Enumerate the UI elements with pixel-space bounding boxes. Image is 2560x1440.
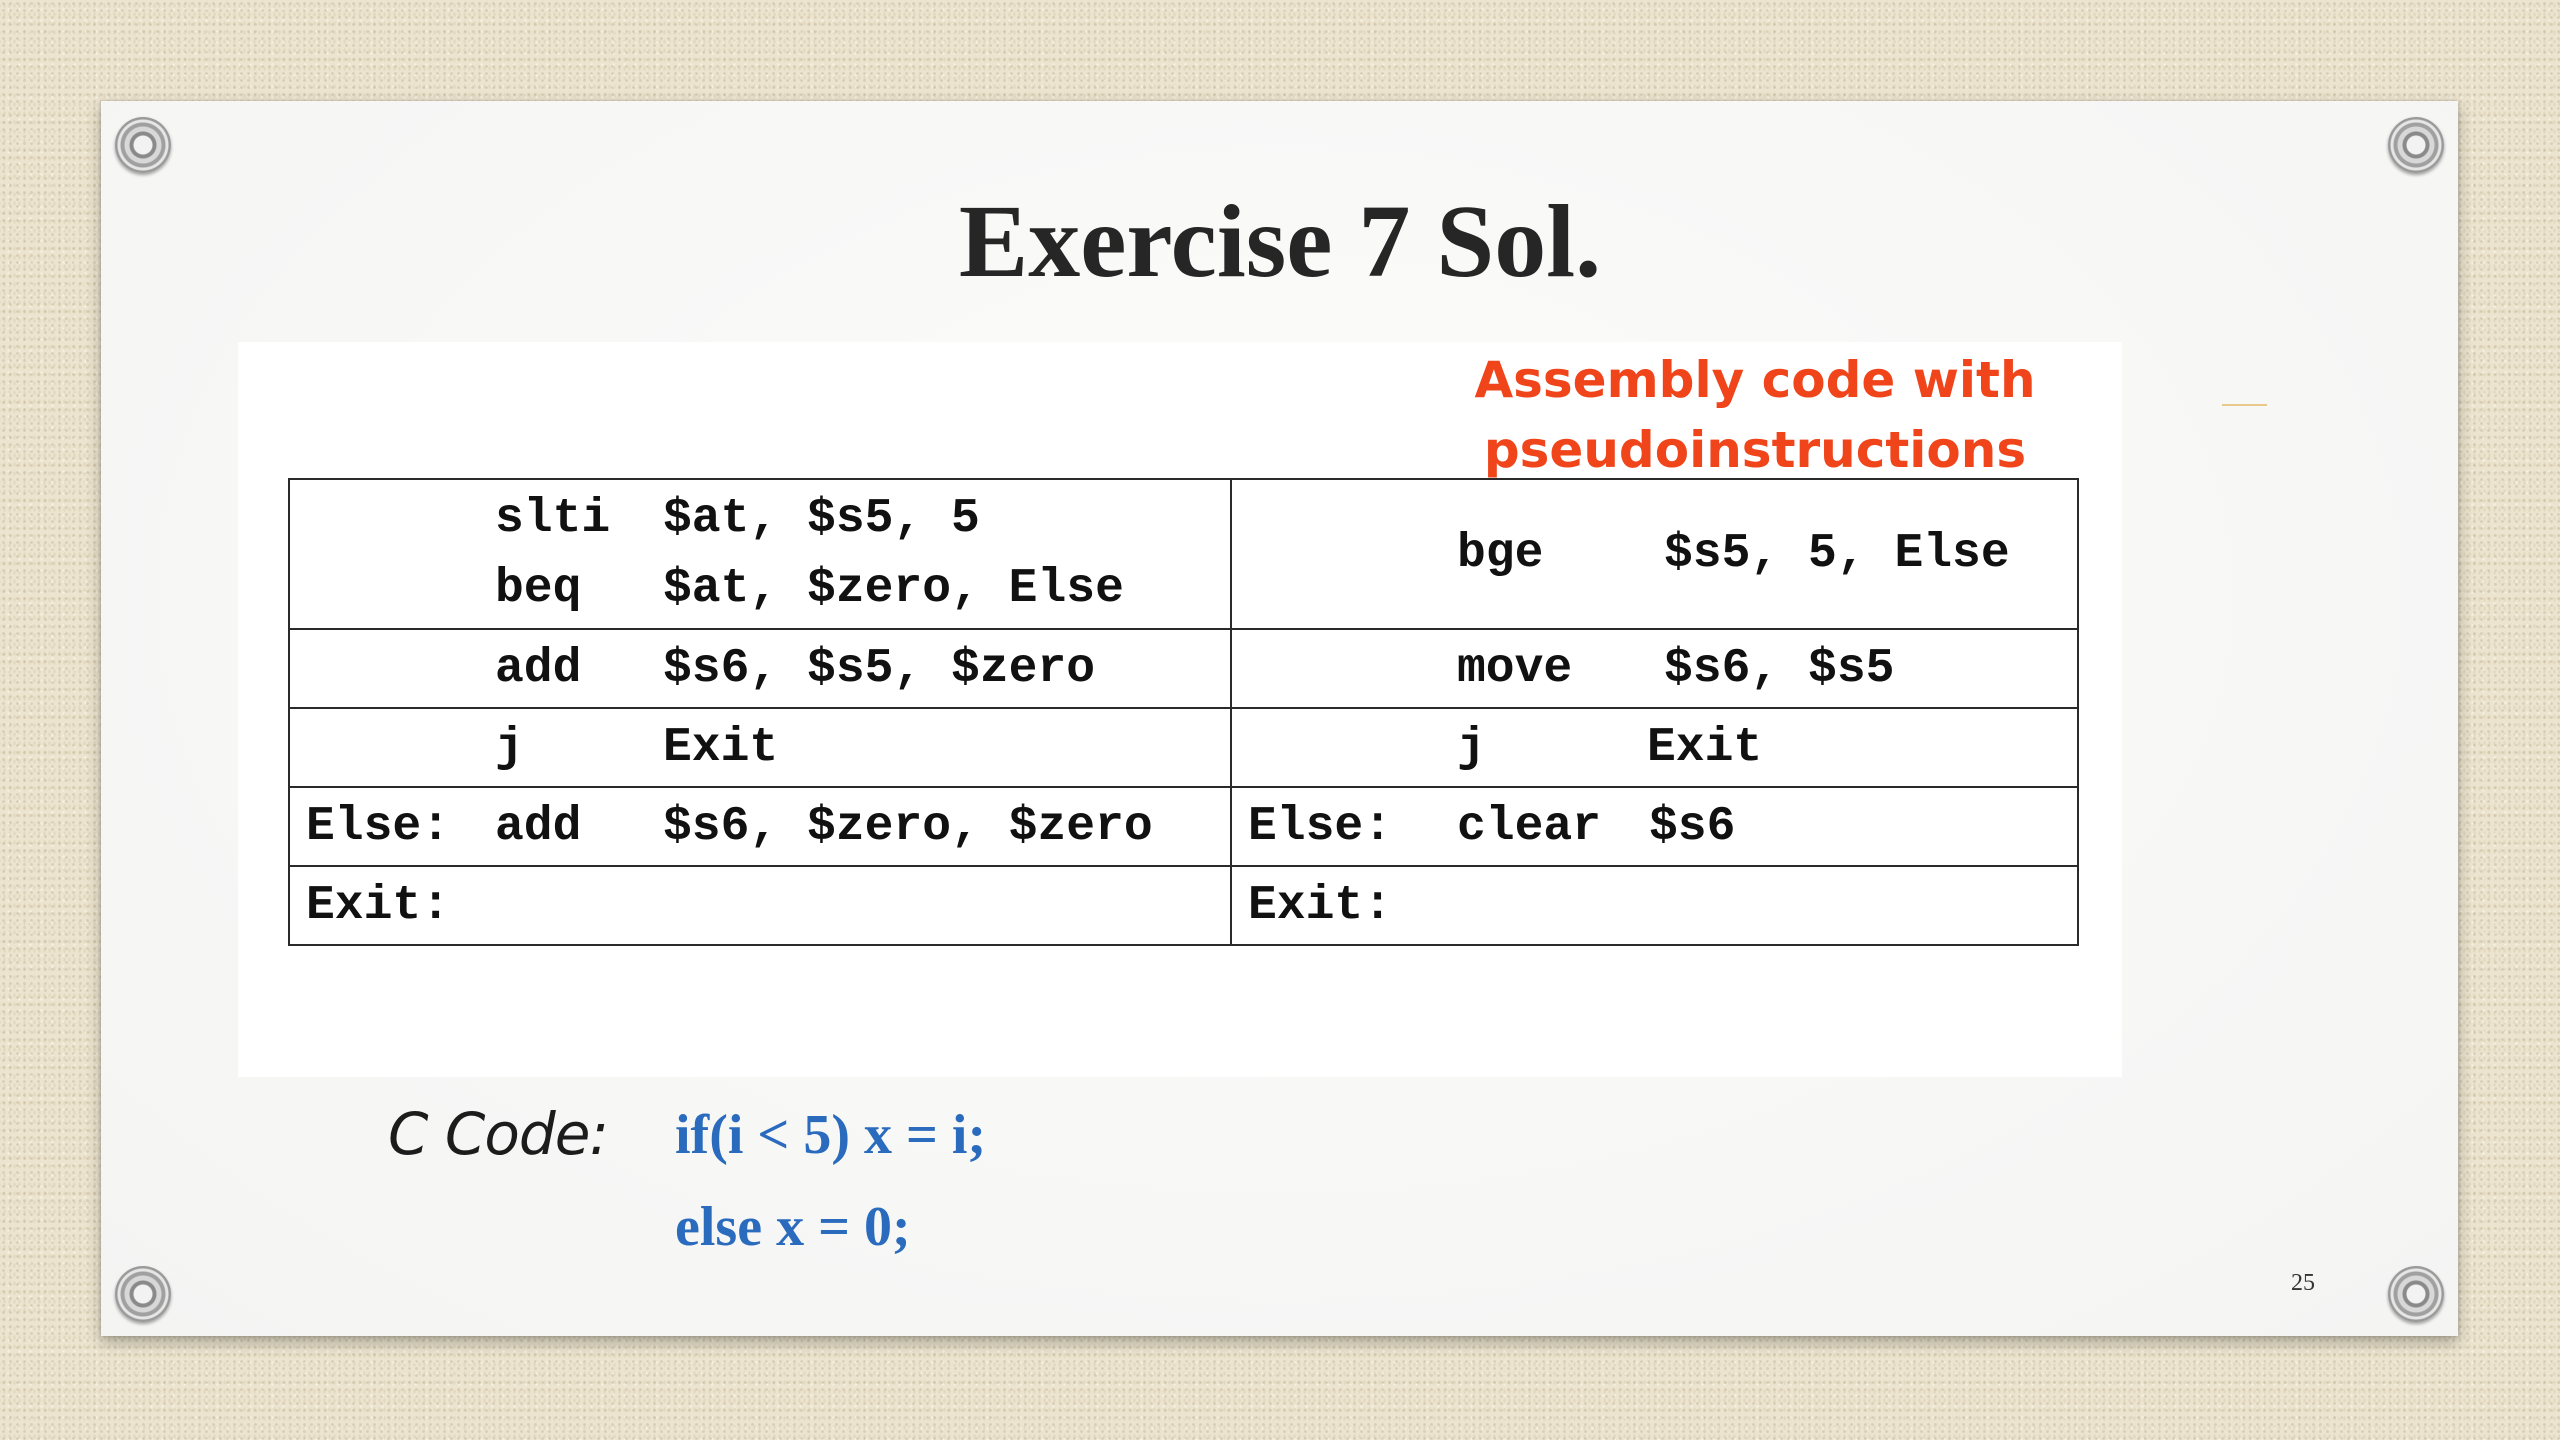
label: Exit: [306, 878, 451, 933]
rivet-bottom-left-icon [115, 1266, 171, 1322]
opcode: move [1457, 641, 1573, 696]
pseudo-code-cell [1231, 866, 2078, 945]
code-line [290, 871, 1230, 941]
opcode: slti [495, 492, 611, 546]
opcode: beq [495, 562, 582, 616]
table-row [289, 629, 2078, 708]
table-row [289, 708, 2078, 787]
rivet-top-right-icon [2388, 117, 2444, 173]
operands: Exit [1647, 720, 1763, 775]
opcode: clear [1457, 799, 1602, 854]
basic-code-cell [289, 787, 1231, 866]
assembly-heading-line2: pseudoinstructions [1483, 421, 2027, 479]
code-line [1232, 519, 2077, 589]
basic-code-cell [289, 629, 1231, 708]
code-line [290, 554, 1230, 624]
opcode: j [495, 720, 524, 775]
assembly-heading [1350, 345, 2160, 485]
c-code-label: C Code: [388, 1100, 608, 1168]
operands: $at, $s5, 5 [663, 492, 980, 546]
operands: $at, $zero, Else [663, 562, 1124, 616]
title-rule-right [2222, 404, 2267, 406]
basic-code-cell [289, 866, 1231, 945]
label: Else: [306, 799, 451, 854]
operands: $s5, 5, Else [1664, 527, 2010, 581]
pseudo-code-cell [1231, 708, 2078, 787]
code-line [1232, 713, 2077, 783]
table-row [289, 866, 2078, 945]
rivet-bottom-right-icon [2388, 1266, 2444, 1322]
table-row [289, 787, 2078, 866]
code-line [1232, 634, 2077, 704]
assembly-comparison-table [288, 478, 2079, 946]
opcode: bge [1457, 527, 1544, 581]
pseudo-code-cell [1231, 787, 2078, 866]
code-line [290, 484, 1230, 554]
operands: $s6, $s5 [1664, 641, 1895, 696]
opcode: j [1457, 720, 1486, 775]
label: Else: [1248, 799, 1393, 854]
operands: $s6, $s5, $zero [663, 641, 1096, 696]
pseudo-code-cell [1231, 629, 2078, 708]
opcode: add [495, 799, 582, 854]
opcode: add [495, 641, 582, 696]
c-code-line-2: else x = 0; [675, 1196, 911, 1258]
code-line [1232, 792, 2077, 862]
code-line [1232, 871, 2077, 941]
assembly-heading-line1: Assembly code with [1474, 351, 2036, 409]
code-line [290, 634, 1230, 704]
operands: Exit [663, 720, 779, 775]
code-line [290, 713, 1230, 783]
pseudo-code-cell [1231, 479, 2078, 629]
label: Exit: [1248, 878, 1393, 933]
basic-code-cell [289, 708, 1231, 787]
c-code-line-1: if(i < 5) x = i; [675, 1104, 987, 1166]
code-line [290, 792, 1230, 862]
basic-code-cell [289, 479, 1231, 629]
operands: $s6, $zero, $zero [663, 799, 1153, 854]
page-number: 25 [2291, 1270, 2315, 1296]
rivet-top-left-icon [115, 117, 171, 173]
table-row [289, 479, 2078, 629]
slide-title: Exercise 7 Sol. [958, 184, 1602, 299]
operands: $s6 [1649, 799, 1736, 854]
